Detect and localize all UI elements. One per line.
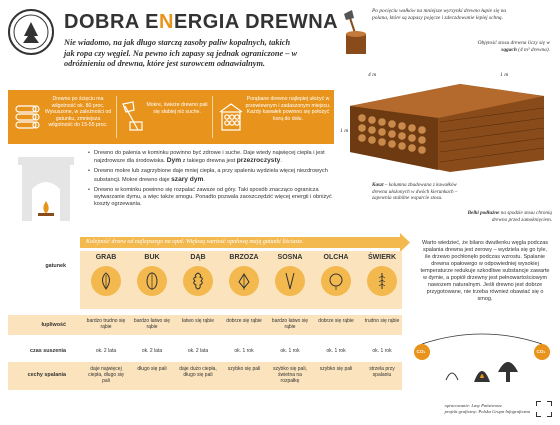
- oak-leaf-icon: [183, 266, 213, 296]
- dimension-1m-side: 1 m: [340, 128, 349, 134]
- burn-olcha: szybko się pali: [319, 366, 353, 372]
- woodpile-illustration: [340, 66, 546, 174]
- species-name-brzoza: BRZOZA: [229, 254, 259, 261]
- beech-leaf-icon: [137, 266, 167, 296]
- credits-line-2: projekt graficzny: Polska Grupa Infograficzna: [444, 409, 530, 414]
- burn-grab: daje najwięcej ciepła, długo się pali: [88, 366, 124, 385]
- species-name-olcha: OLCHA: [323, 254, 349, 261]
- intro-text: Nie wiadomo, na jak długo starczą zasoby paliw kopalnych, takich jak ropa czy węgiel. Na pewno ich zapasy są jednak ograniczone – w odróżnieniu od drewna, które jest surowcem odnawialnym.: [64, 38, 298, 68]
- dry-sosna: ok. 1 rok: [280, 348, 300, 354]
- logs-icon: [14, 100, 44, 134]
- slogan-text: Kolejność drzew od najlepszego na opał. Większą wartość opałową mają gatunki liściaste.: [86, 239, 304, 245]
- fireplace-tips: [88, 150, 334, 211]
- row-label-splitting: łupliwość: [41, 322, 66, 328]
- species-name-buk: BUK: [144, 254, 160, 261]
- dimension-4m: 4 m: [368, 72, 377, 78]
- credits: [445, 403, 530, 415]
- band-storage-text: Porąbane drewno najlepiej ułożyć w przewiewnym i zadaszonym miejscu. Każdy kawałek powinno się położyć korą do dołu.: [245, 96, 331, 122]
- species-name-sosna: SOSNA: [277, 254, 303, 261]
- lasy-panstwowe-logo: [8, 9, 54, 55]
- split-brzoza: dobrze się rąbie: [226, 318, 262, 324]
- split-grab: bardzo trudno się rąbie: [86, 318, 126, 331]
- species-name-swierk: ŚWIERK: [368, 254, 396, 261]
- arrow-right-icon: [400, 233, 410, 252]
- species-name-dab: DĄB: [190, 254, 206, 261]
- burn-swierk: strzela przy spalaniu: [369, 366, 395, 379]
- fireplace-icon: [16, 155, 76, 223]
- page-title: DOBRA ENERGIA DREWNA: [64, 11, 339, 33]
- band-divider: [212, 96, 213, 138]
- fullscreen-icon[interactable]: [536, 401, 552, 417]
- axe-icon: [120, 100, 146, 134]
- dry-brzoza: ok. 1 rok: [234, 348, 254, 354]
- burn-buk: długo się pali: [137, 366, 167, 372]
- row-label-burning: cechy spalania: [27, 372, 66, 378]
- co2-label-right: CO₂: [536, 349, 546, 354]
- co2-balance-text: Warto wiedzieć, że bilans dwutlenku węgla podczas spalania drewna jest zerowy – wydziela się go tyle, ile drzewo pochłonęło podczas wzrostu. Spalanie drewna opałowego w odpowiedniej wysokiej temperaturze redukuje szkodliwe substancje zawarte w dymie, a popiół drzewny jest pełnowartościowym nawozem naturalnym. Jeśli drewno jest dobrze przygotowane, nie trzeba również obawiać się o smog.: [420, 240, 550, 302]
- tip-wet-wood: • Drewno mokre lub zagrzybione daje mniej ciepła, a przy spaleniu wydziela więcej niezdrowych substancji. Mokre drewno daje szary dym.: [88, 168, 334, 183]
- row-label-species: gatunek: [45, 263, 66, 269]
- dry-buk: ok. 2 lata: [141, 348, 163, 354]
- co2-label-left: CO₂: [416, 349, 426, 354]
- tree-logo-icon: [11, 12, 51, 52]
- split-buk: bardzo łatwo się rąbie: [133, 318, 171, 331]
- dimension-1m-top: 1 m: [500, 72, 509, 78]
- stump-text: Po pocięciu wałków na mniejsze wyrzynki drewno łupie się na polana, które są zapasy pojęcze i zdeczdowanie lepiej schną.: [372, 8, 507, 21]
- alder-leaf-icon: [321, 266, 351, 296]
- band-divider: [116, 96, 117, 138]
- burn-sosna: szybko się pali, świetna na rozpałkę: [273, 366, 307, 385]
- co2-cycle-illustration: [412, 330, 554, 388]
- tip-light-from-top: • Drewno w kominku powinno się rozpalać zawsze od góry. Taki sposób znacząco ogranicza wytwarzanie dymu, a więc także smogu. Ponadto pozwala zaoszczędzić więcej energii i obniżyć koszty ogrzewania.: [88, 187, 334, 209]
- measure-text: Objętość stosu drewna liczy się w sągach (4 m³ drewna).: [477, 40, 550, 53]
- belki-caption: Belki podłużne na spodzie stosu chronią drewno przed zamoknięciem.: [467, 210, 552, 223]
- burn-dab: daje dużo ciepła, długo się pali: [179, 366, 217, 379]
- row-label-drying: czas suszenia: [30, 348, 66, 354]
- split-dab: łatwo się rąbie: [182, 318, 214, 324]
- dry-grab: ok. 2 lata: [95, 348, 117, 354]
- dry-olcha: ok. 1 rok: [326, 348, 346, 354]
- spruce-needles-icon: [367, 266, 397, 296]
- dry-swierk: ok. 1 rok: [372, 348, 392, 354]
- species-name-grab: GRAB: [95, 254, 117, 261]
- split-olcha: dobrze się rąbie: [318, 318, 354, 324]
- tip-dry-wood: • Drewno do palenia w kominku powinno być zdrowe i suche. Daje wtedy najwięcej ciepła i jest najzdrowsze dla środowiska. Dym z takiego drewna jest przezroczysty.: [88, 150, 334, 165]
- woodshed-icon: [218, 100, 244, 134]
- split-swierk: trudno się rąbie: [364, 318, 400, 324]
- pine-needles-icon: [275, 266, 305, 296]
- kasz-caption: Kaszt – kolumna zbudowana z kawałków drewna ułożonych w dwóch kierunkach – zapewnia stabilne wsparcie stosu.: [372, 182, 458, 202]
- burn-brzoza: szybko się pali: [227, 366, 261, 372]
- credits-line-1: opracowanie: Lasy Państwowe: [444, 403, 503, 408]
- hornbeam-leaf-icon: [91, 266, 121, 296]
- band-humidity-text: Drewno po ścięciu ma wilgotność ok. 80 proc. Wysuszone, w zależności od gatunku, zmniejsza wilgotność do 15-55 proc.: [44, 96, 112, 129]
- split-sosna: bardzo łatwo się rąbie: [271, 318, 309, 331]
- band-wet-wood-text: Mokre, świeże drewno pali się słabiej niż suche.: [146, 102, 208, 115]
- stump-axe-icon: [340, 8, 370, 56]
- birch-leaf-icon: [229, 266, 259, 296]
- dry-dab: ok. 2 lata: [187, 348, 209, 354]
